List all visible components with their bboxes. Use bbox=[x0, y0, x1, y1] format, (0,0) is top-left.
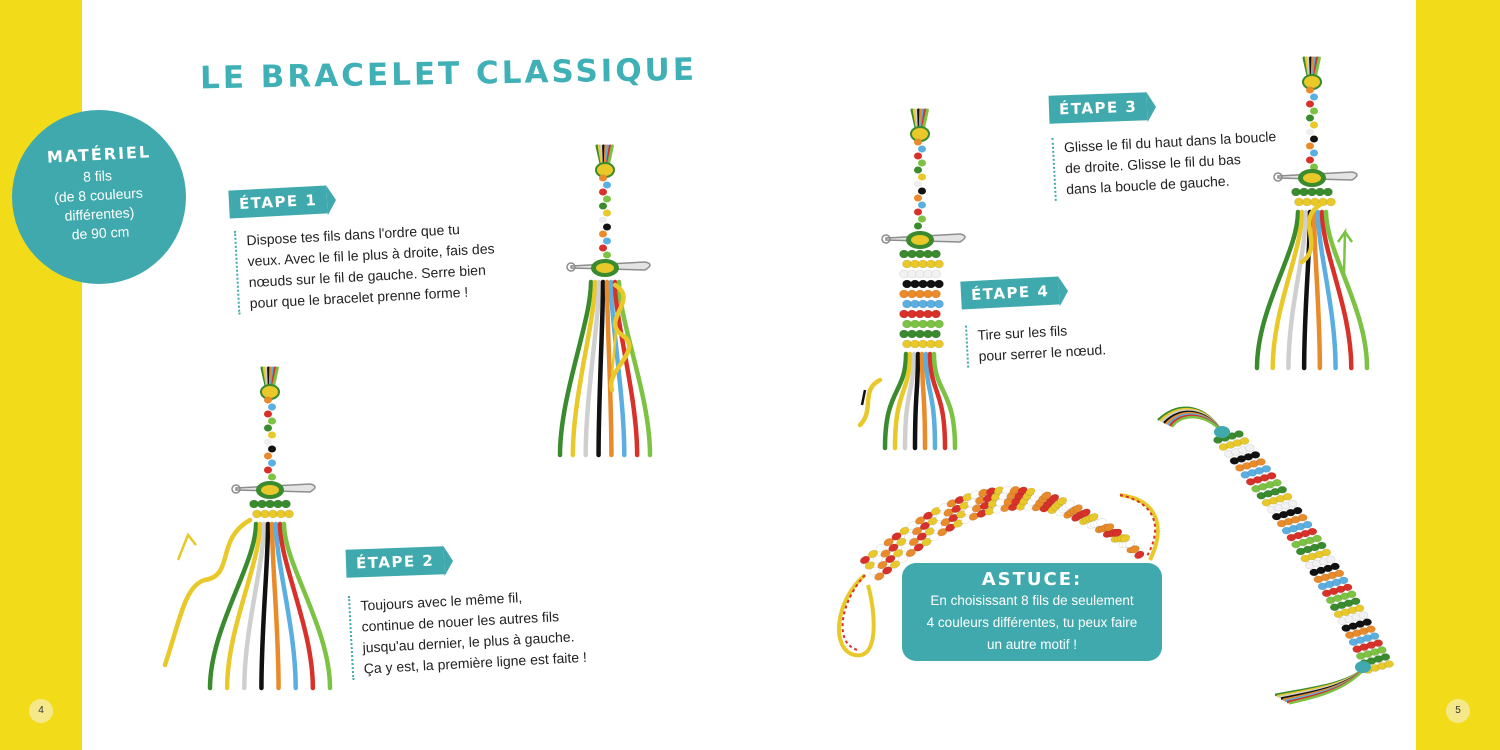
braid-segment bbox=[914, 223, 922, 230]
materiel-line: de 90 cm bbox=[71, 223, 130, 243]
knot bbox=[1324, 188, 1333, 196]
braid-segment bbox=[599, 217, 607, 224]
knot bbox=[903, 320, 912, 328]
knot bbox=[274, 500, 283, 508]
knot bbox=[927, 300, 936, 308]
braid-segment bbox=[268, 418, 276, 425]
knot bbox=[1292, 188, 1301, 196]
braid-segment bbox=[264, 397, 272, 404]
knot bbox=[285, 510, 294, 518]
knot bbox=[919, 340, 928, 348]
knot bbox=[924, 290, 933, 298]
braid-segment bbox=[268, 460, 276, 467]
knot bbox=[900, 270, 909, 278]
braid-segment bbox=[1310, 136, 1318, 143]
knot bbox=[908, 270, 917, 278]
knot bbox=[919, 320, 928, 328]
page-number-right: 5 bbox=[1446, 699, 1470, 723]
step-line: veux. Avec le fil le plus à droite, fais des bbox=[247, 240, 495, 270]
knot bbox=[924, 270, 933, 278]
braid-segment bbox=[1306, 129, 1314, 136]
bracelet-knot bbox=[1343, 584, 1352, 591]
braid-segment bbox=[603, 210, 611, 217]
bracelet-tail bbox=[1172, 417, 1222, 432]
top-knot bbox=[261, 385, 279, 399]
step-line: pour serrer le nœud. bbox=[978, 341, 1107, 365]
knot bbox=[258, 500, 267, 508]
braid-segment bbox=[918, 202, 926, 209]
knot bbox=[1316, 188, 1325, 196]
braid-segment bbox=[914, 209, 922, 216]
knot bbox=[903, 340, 912, 348]
knot bbox=[253, 510, 262, 518]
knot bbox=[282, 500, 291, 508]
braid-segment bbox=[268, 474, 276, 481]
knot bbox=[903, 300, 912, 308]
bracelet-knot bbox=[1235, 431, 1244, 438]
bracelet-knot bbox=[1317, 542, 1326, 549]
braid-segment bbox=[599, 245, 607, 252]
bracelet-knot bbox=[1288, 500, 1297, 507]
pin-knot bbox=[911, 235, 929, 245]
knot bbox=[932, 270, 941, 278]
knot bbox=[903, 260, 912, 268]
braid-segment bbox=[599, 189, 607, 196]
braid-segment bbox=[914, 181, 922, 188]
bracelet-knot bbox=[1240, 437, 1249, 444]
braid-segment bbox=[603, 224, 611, 231]
knot bbox=[277, 510, 286, 518]
step-line: de droite. Glisse le fil du bas bbox=[1064, 151, 1242, 177]
bracelet-knot bbox=[1351, 598, 1360, 605]
braid-segment bbox=[914, 167, 922, 174]
bracelet-knot bbox=[1245, 444, 1254, 451]
knot bbox=[932, 330, 941, 338]
step-line: Tire sur les fils bbox=[977, 322, 1068, 344]
bracelet-knot bbox=[1377, 647, 1386, 654]
bracelet-knot bbox=[1359, 612, 1368, 619]
step-line: pour que le bracelet prenne forme ! bbox=[249, 283, 469, 312]
knot bbox=[908, 250, 917, 258]
thread-illustration-step-4 bbox=[860, 110, 965, 448]
bracelet-knot bbox=[1385, 661, 1394, 668]
bracelet-knot bbox=[1278, 486, 1287, 493]
step-line: Glisse le fil du haut dans la boucle bbox=[1063, 128, 1277, 156]
knot bbox=[908, 290, 917, 298]
knot bbox=[919, 260, 928, 268]
bracelet-knot bbox=[1322, 549, 1331, 556]
knot bbox=[1308, 188, 1317, 196]
braid-segment bbox=[603, 238, 611, 245]
braid-segment bbox=[264, 439, 272, 446]
step-line: Dispose tes fils dans l'ordre que tu bbox=[246, 221, 461, 249]
knot bbox=[916, 270, 925, 278]
braid-segment bbox=[1306, 157, 1314, 164]
bracelet-knot bbox=[1267, 472, 1276, 479]
braid-segment bbox=[603, 252, 611, 259]
braid-segment bbox=[918, 146, 926, 153]
step-3-badge: ÉTAPE 3 bbox=[1049, 92, 1148, 123]
knot bbox=[900, 330, 909, 338]
braid-segment bbox=[599, 203, 607, 210]
pin-knot bbox=[1303, 173, 1321, 183]
braid-segment bbox=[599, 231, 607, 238]
step-2-badge: ÉTAPE 2 bbox=[346, 546, 445, 577]
knot bbox=[919, 280, 928, 288]
bracelet-end-knot bbox=[1355, 661, 1371, 673]
top-knot bbox=[1303, 75, 1321, 89]
knot bbox=[1303, 198, 1312, 206]
knot bbox=[916, 250, 925, 258]
knot bbox=[911, 260, 920, 268]
braid-segment bbox=[264, 425, 272, 432]
astuce-line: En choisissant 8 fils de seulement bbox=[930, 593, 1134, 608]
thread-illustration-step-2 bbox=[165, 368, 330, 688]
knot bbox=[250, 500, 259, 508]
bracelet-knot bbox=[1339, 577, 1348, 584]
braid-segment bbox=[1310, 108, 1318, 115]
page-title: LE BRACELET CLASSIQUE bbox=[199, 51, 698, 97]
knot bbox=[1327, 198, 1336, 206]
top-knot bbox=[911, 127, 929, 141]
knot bbox=[266, 500, 275, 508]
knot bbox=[1295, 198, 1304, 206]
knot bbox=[924, 310, 933, 318]
knot bbox=[935, 300, 944, 308]
bracelet-knot bbox=[1293, 507, 1302, 514]
finished-bracelet-illustration bbox=[1158, 408, 1394, 704]
direction-arrow bbox=[178, 535, 196, 560]
knot bbox=[935, 340, 944, 348]
knot bbox=[932, 290, 941, 298]
bracelet-knot bbox=[1251, 451, 1260, 458]
braid-segment bbox=[264, 411, 272, 418]
step-line: jusqu'au dernier, le plus à gauche. bbox=[362, 628, 575, 656]
braid-segment bbox=[264, 453, 272, 460]
step-line: Ça y est, la première ligne est faite ! bbox=[363, 648, 588, 677]
bracelet-knot bbox=[1381, 654, 1390, 661]
knot bbox=[900, 250, 909, 258]
bracelet-knot bbox=[1326, 556, 1335, 563]
knot bbox=[932, 310, 941, 318]
braid-segment bbox=[603, 196, 611, 203]
braid-segment bbox=[599, 175, 607, 182]
braid-segment bbox=[914, 139, 922, 146]
thread-illustration-step-1 bbox=[560, 146, 650, 455]
thread-strand bbox=[210, 524, 256, 688]
bracelet-knot bbox=[1366, 626, 1375, 633]
braid-segment bbox=[1310, 122, 1318, 129]
knot bbox=[916, 310, 925, 318]
materiel-line: 8 fils bbox=[82, 167, 113, 185]
braid-segment bbox=[918, 188, 926, 195]
knot bbox=[269, 510, 278, 518]
step-line: dans la boucle de gauche. bbox=[1065, 172, 1230, 198]
braid-segment bbox=[1306, 101, 1314, 108]
bracelet-knot bbox=[1313, 535, 1322, 542]
knot bbox=[911, 280, 920, 288]
step-line: Toujours avec le même fil, bbox=[360, 589, 523, 614]
top-knot bbox=[596, 163, 614, 177]
knot bbox=[924, 250, 933, 258]
step-line: nœuds sur le fil de gauche. Serre bien bbox=[248, 261, 487, 291]
bracelet-knot bbox=[1272, 479, 1281, 486]
braid-segment bbox=[1310, 150, 1318, 157]
page-number-left: 4 bbox=[29, 699, 53, 723]
step-4-badge: ÉTAPE 4 bbox=[960, 276, 1060, 309]
materiel-title: MATÉRIEL bbox=[46, 142, 152, 167]
knot bbox=[911, 300, 920, 308]
pin-knot bbox=[596, 263, 614, 273]
thread-strand bbox=[284, 524, 330, 688]
braid-segment bbox=[918, 216, 926, 223]
knot bbox=[908, 330, 917, 338]
braid-segment bbox=[914, 153, 922, 160]
astuce-title: ASTUCE: bbox=[981, 569, 1083, 590]
bracelet-knot bbox=[1363, 619, 1372, 626]
braid-segment bbox=[914, 195, 922, 202]
knot bbox=[932, 250, 941, 258]
braid-segment bbox=[268, 432, 276, 439]
bracelet-end-knot bbox=[1214, 426, 1230, 438]
astuce-line: 4 couleurs différentes, tu peux faire bbox=[926, 615, 1138, 630]
braid-segment bbox=[918, 160, 926, 167]
step-1-badge: ÉTAPE 1 bbox=[228, 185, 328, 218]
bracelet-knot bbox=[1298, 514, 1307, 521]
knot bbox=[916, 290, 925, 298]
knot bbox=[900, 290, 909, 298]
bracelet-knot bbox=[1283, 493, 1292, 500]
braid-segment bbox=[268, 446, 276, 453]
knot bbox=[935, 260, 944, 268]
bracelet-knot bbox=[1355, 605, 1364, 612]
bracelet-knot bbox=[1331, 563, 1340, 570]
bracelet-knot bbox=[1370, 633, 1379, 640]
materiel-line: (de 8 couleurs bbox=[53, 184, 144, 206]
step-line: continue de nouer les autres fils bbox=[361, 608, 560, 635]
braid-segment bbox=[918, 174, 926, 181]
knot bbox=[935, 280, 944, 288]
bracelet-knot bbox=[1256, 458, 1265, 465]
knot bbox=[927, 280, 936, 288]
bracelet-knot bbox=[1308, 528, 1317, 535]
bracelet-knot bbox=[1303, 521, 1312, 528]
knot bbox=[927, 340, 936, 348]
materiel-line: différentes) bbox=[64, 204, 135, 224]
thread-strand bbox=[1257, 212, 1298, 368]
knot bbox=[1300, 188, 1309, 196]
pin-knot bbox=[261, 485, 279, 495]
braid-segment bbox=[1306, 143, 1314, 150]
braid-segment bbox=[1310, 94, 1318, 101]
finished-bracelet-illustration bbox=[839, 485, 1158, 656]
braid-segment bbox=[603, 182, 611, 189]
knot bbox=[911, 340, 920, 348]
bracelet-knot bbox=[1374, 640, 1383, 647]
knot bbox=[919, 300, 928, 308]
thread-illustration-step-3 bbox=[1257, 58, 1367, 368]
braid-segment bbox=[1306, 87, 1314, 94]
knot bbox=[903, 280, 912, 288]
bracelet-knot bbox=[1347, 591, 1356, 598]
braid-segment bbox=[264, 467, 272, 474]
direction-arrow bbox=[862, 390, 865, 405]
astuce-line: un autre motif ! bbox=[986, 637, 1078, 652]
knot bbox=[900, 310, 909, 318]
knot bbox=[261, 510, 270, 518]
knot bbox=[927, 260, 936, 268]
braid-segment bbox=[1306, 115, 1314, 122]
knot bbox=[908, 310, 917, 318]
knot bbox=[924, 330, 933, 338]
knot bbox=[911, 320, 920, 328]
knot bbox=[935, 320, 944, 328]
bracelet-knot bbox=[1262, 465, 1271, 472]
knot bbox=[927, 320, 936, 328]
bracelet-knot bbox=[1335, 570, 1344, 577]
braid-segment bbox=[268, 404, 276, 411]
knot bbox=[916, 330, 925, 338]
